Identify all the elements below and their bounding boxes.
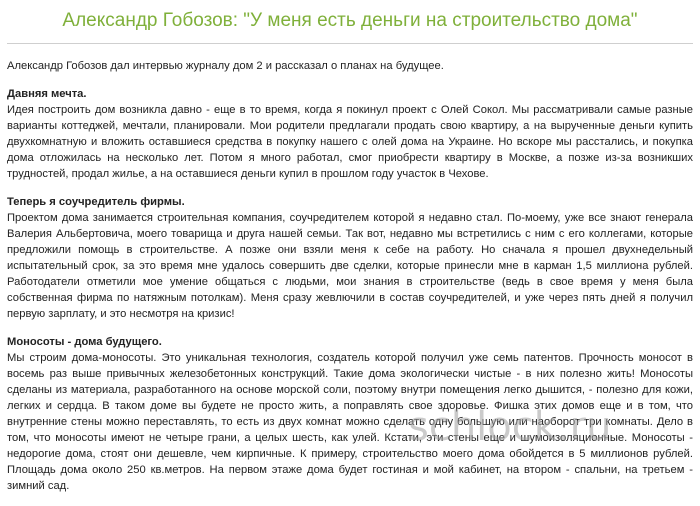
section-monosots [7, 334, 693, 494]
section-cofounder [7, 194, 693, 322]
section-dream [7, 86, 693, 182]
section-text: Проектом дома занимается строительная компания, соучредителем которой я недавно стал. По-моему, уже все знают генерала Валерия Альбертовича, моего товарища и друга нашей семьи. Так вот, недавно мы встретились с ним с его коллегами, которые предложили помощь в строительстве. А позже они взяли меня к себе на работу. Но сначала я прошел двухнедельный испытательный срок, за это время мне удалось совершить две сделки, которые принесли мне в карман 1,5 миллиона рублей. Работодатели отметили мое умение общаться с людьми, мои знания в строительстве (ведь в свое время у меня была собственная фирма по натяжным потолкам). Меня сразу жевлючили в состав соучредителей, и уже через пять дней я получил первую зарплату, и это несмотря на кризис! [7, 212, 693, 320]
watermark: schlock.ru [408, 404, 612, 450]
article-body [7, 58, 693, 506]
section-text: Мы строим дома-моносоты. Это уникальная технология, создатель которой получил уже семь патентов. Прочность моносот в восемь раз выше привычных железобетонных конструкций. Такие дома экологически чистые - в них полезно жить! Моносоты сделаны из материала, разработанного на основе морской соли, поэтому внутри помещения легко дышится, - полезно для кожи, легких и сердца. В таком доме вы будете не просто жить, а поправлять свое здоровье. Фишка этих домов еще и в том, что внутренние стены можно переставлять, то есть из двух комнат можно сделать одну большую или наоборот три комнаты. Дело в том, что моносоты имеют не четыре грани, а целых шесть, как улей. Кстати, эти стены еще и шумоизоляционные. Моносоты - недорогие дома, стоят они дешевле, чем кирпичные. К примеру, строительство моего дома обойдется в 5 миллионов рублей. Площадь дома около 250 кв.метров. На первом этаже дома будет гостиная и мой кабинет, на втором - спальни, на третьем - зимний сад. [7, 352, 693, 492]
section-heading: Теперь я соучредитель фирмы. [7, 196, 185, 208]
title-divider [7, 43, 693, 44]
section-heading: Давняя мечта. [7, 88, 87, 100]
section-heading: Моносоты - дома будущего. [7, 336, 162, 348]
article-intro: Александр Гобозов дал интервью журналу дом 2 и рассказал о планах на будущее. [7, 60, 444, 72]
section-text: Идея построить дом возникла давно - еще в то время, когда я покинул проект с Олей Сокол. Мы рассматривали самые разные варианты коттеджей, мечтали, планировали. Мои родители предлагали продать свою квартиру, а на вырученные деньги купить двухкомнатную и вложить оставшиеся средства в покупку нашего с олей дома на Украине. Но вскоре мы расстались, и покупка дома отложилась на несколько лет. Потом я много работал, смог приобрести квартиру в Москве, а позже из-за возникших трудностей, продал жилье, а на оставшиеся деньги купил в прошлом году участок в Чехове. [7, 104, 693, 180]
article-title: Александр Гобозов: "У меня есть деньги на строительство дома" [62, 10, 638, 31]
